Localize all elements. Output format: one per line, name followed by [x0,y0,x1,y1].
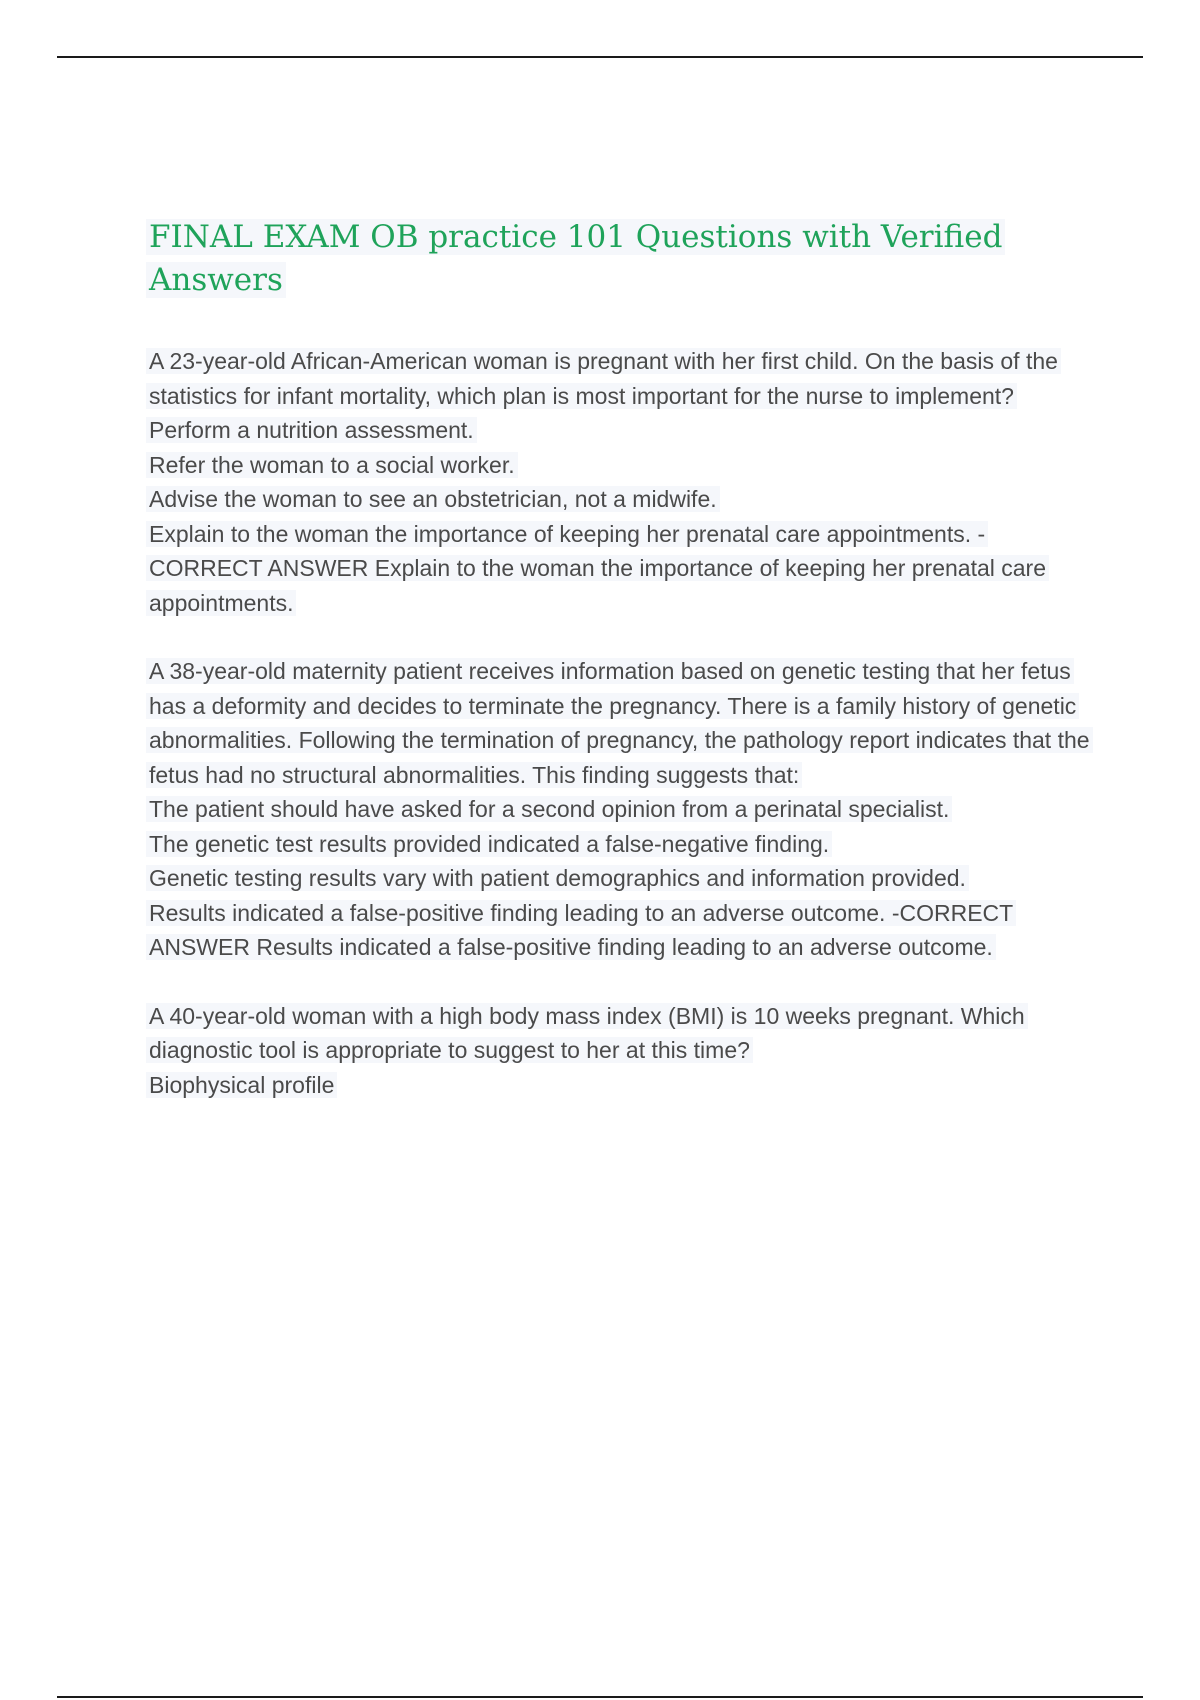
question-block-3 [146,999,1096,1103]
top-rule [57,56,1143,58]
question-text: A 23-year-old African-American woman is pregnant with her first child. On the basis of the statistics for infant mortality, which plan is most important for the nurse to implement? [146,344,1096,413]
answer-option: The genetic test results provided indicated a false-negative finding. [146,827,1096,862]
answer-option: Refer the woman to a social worker. [146,448,1096,483]
document-body [146,216,1096,1102]
question-block-2 [146,654,1096,965]
correct-answer: Results indicated a false-positive finding leading to an adverse outcome. -CORRECT ANSWER Results indicated a false-positive finding leading to an adverse outcome. [146,896,1096,965]
question-block-1 [146,344,1096,620]
bottom-rule [57,1696,1143,1698]
question-text: A 40-year-old woman with a high body mass index (BMI) is 10 weeks pregnant. Which diagnostic tool is appropriate to suggest to her at this time? [146,999,1096,1068]
answer-option: Perform a nutrition assessment. [146,413,1096,448]
answer-option: Advise the woman to see an obstetrician, not a midwife. [146,482,1096,517]
correct-answer: Explain to the woman the importance of keeping her prenatal care appointments. -CORRECT ANSWER Explain to the woman the importance of keeping her prenatal care appointments. [146,517,1096,621]
answer-option: Genetic testing results vary with patient demographics and information provided. [146,861,1096,896]
answer-option: The patient should have asked for a second opinion from a perinatal specialist. [146,792,1096,827]
question-text: A 38-year-old maternity patient receives information based on genetic testing that her fetus has a deformity and decides to terminate the pregnancy. There is a family history of genetic abnormalities. Following the termination of pregnancy, the pathology report indicates that the fetus had no structural abnormalities. This finding suggests that: [146,654,1096,792]
document-title: FINAL EXAM OB practice 101 Questions with Verified Answers [146,216,1006,302]
answer-option: Biophysical profile [146,1068,1096,1103]
